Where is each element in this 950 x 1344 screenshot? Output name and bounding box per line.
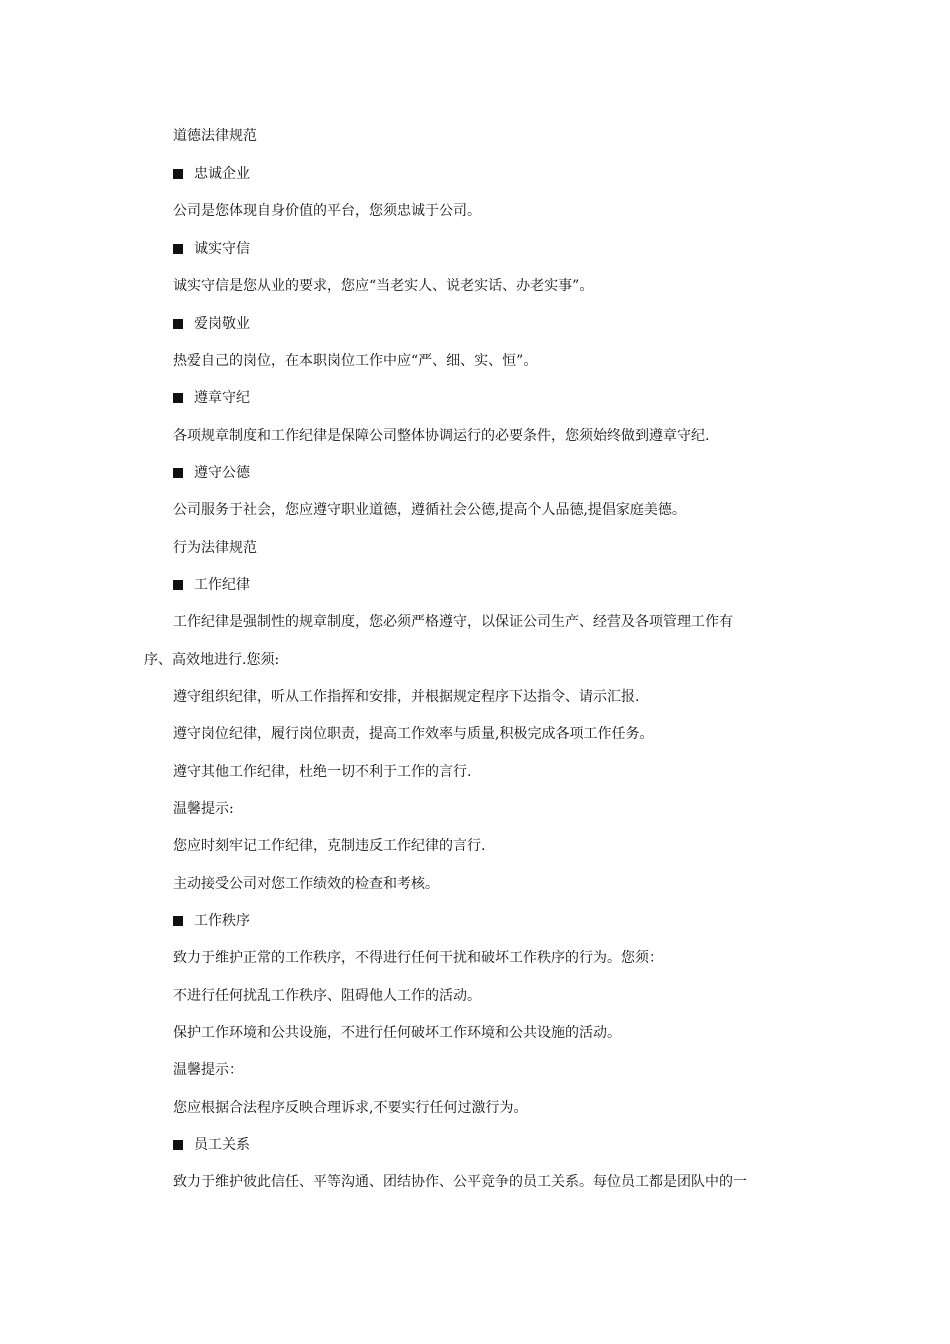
tip-heading: 温馨提示: [173, 801, 234, 817]
square-bullet-icon [173, 319, 183, 329]
tip-heading: 温馨提示： [173, 1062, 243, 1078]
paragraph: 公司服务于社会，您应遵守职业道德，遵循社会公德,提高个人品德,提倡家庭美德。 [173, 502, 686, 518]
paragraph: 遵守岗位纪律，履行岗位职责，提高工作效率与质量,积极完成各项工作任务。 [173, 726, 654, 742]
paragraph: 遵守其他工作纪律，杜绝一切不利于工作的言行. [173, 764, 472, 780]
bullet-heading [173, 388, 250, 408]
bullet-heading-text: 爱岗敬业 [194, 316, 250, 332]
bullet-heading [173, 239, 250, 259]
paragraph: 致力于维护彼此信任、平等沟通、团结协作、公平竞争的员工关系。每位员工都是团队中的一 [173, 1174, 747, 1190]
paragraph-continuation: 序、高效地进行.您须: [144, 652, 280, 668]
paragraph: 各项规章制度和工作纪律是保障公司整体协调运行的必要条件，您须始终做到遵章守纪. [173, 428, 710, 444]
bullet-heading-text: 遵守公德 [194, 465, 250, 481]
bullet-heading [173, 314, 250, 334]
square-bullet-icon [173, 393, 183, 403]
paragraph: 遵守组织纪律，听从工作指挥和安排，并根据规定程序下达指令、请示汇报. [173, 689, 640, 705]
paragraph: 主动接受公司对您工作绩效的检查和考核。 [173, 876, 439, 892]
bullet-heading [173, 575, 250, 595]
paragraph: 工作纪律是强制性的规章制度，您必须严格遵守，以保证公司生产、经营及各项管理工作有 [173, 614, 733, 630]
bullet-heading-text: 工作秩序 [194, 913, 250, 929]
paragraph: 您应时刻牢记工作纪律，克制违反工作纪律的言行. [173, 838, 486, 854]
paragraph: 诚实守信是您从业的要求，您应“当老实人、说老实话、办老实事”。 [173, 278, 594, 294]
square-bullet-icon [173, 916, 183, 926]
section-heading: 道德法律规范 [173, 128, 257, 144]
square-bullet-icon [173, 169, 183, 179]
square-bullet-icon [173, 244, 183, 254]
paragraph: 保护工作环境和公共设施，不进行任何破坏工作环境和公共设施的活动。 [173, 1025, 621, 1041]
paragraph: 热爱自己的岗位，在本职岗位工作中应“严、细、实、恒”。 [173, 353, 538, 369]
bullet-heading [173, 164, 250, 184]
square-bullet-icon [173, 1140, 183, 1150]
bullet-heading [173, 1135, 250, 1155]
section-heading: 行为法律规范 [173, 540, 257, 556]
bullet-heading-text: 工作纪律 [194, 577, 250, 593]
square-bullet-icon [173, 580, 183, 590]
bullet-heading-text: 诚实守信 [194, 241, 250, 257]
bullet-heading-text: 员工关系 [194, 1137, 250, 1153]
bullet-heading-text: 忠诚企业 [194, 166, 250, 182]
bullet-heading-text: 遵章守纪 [194, 390, 250, 406]
paragraph: 您应根据合法程序反映合理诉求,不要实行任何过激行为。 [173, 1100, 528, 1116]
paragraph: 公司是您体现自身价值的平台，您须忠诚于公司。 [173, 203, 481, 219]
bullet-heading [173, 911, 250, 931]
paragraph: 致力于维护正常的工作秩序，不得进行任何干扰和破坏工作秩序的行为。您须： [173, 950, 663, 966]
bullet-heading [173, 463, 250, 483]
square-bullet-icon [173, 468, 183, 478]
paragraph: 不进行任何扰乱工作秩序、阻碍他人工作的活动。 [173, 988, 481, 1004]
